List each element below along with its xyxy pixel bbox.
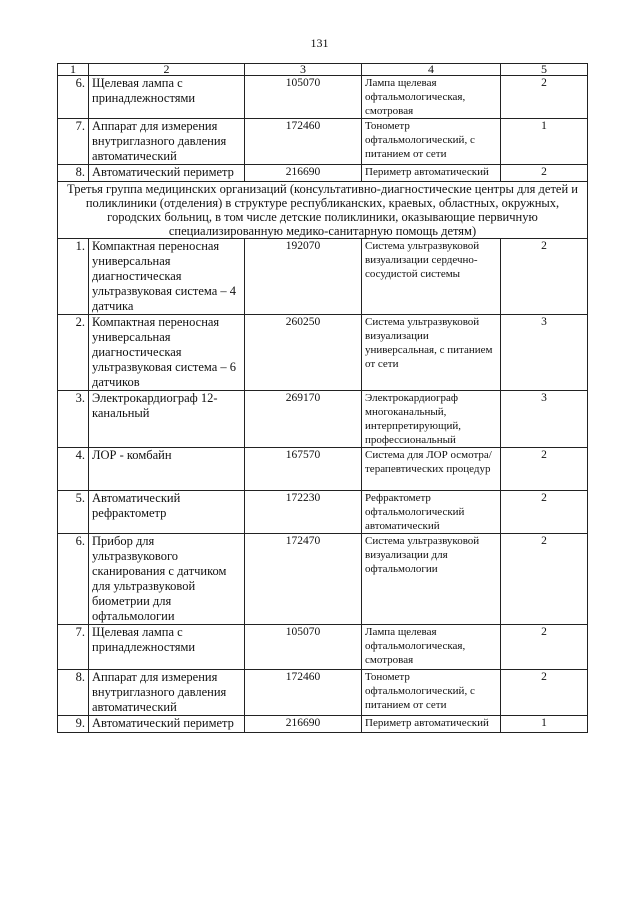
table-row bbox=[58, 76, 588, 119]
equipment-quantity: 2 bbox=[501, 625, 588, 670]
equipment-quantity: 1 bbox=[501, 119, 588, 165]
table-row bbox=[58, 165, 588, 182]
column-header: 1 bbox=[58, 64, 89, 76]
equipment-code: 105070 bbox=[245, 76, 362, 119]
equipment-type: Периметр автоматический bbox=[362, 165, 501, 182]
equipment-type: Электрокардиограф многоканальный, интерпретирующий, профессиональный bbox=[362, 391, 501, 448]
equipment-type: Система ультразвуковой визуализации для офтальмологии bbox=[362, 534, 501, 625]
table-row bbox=[58, 119, 588, 165]
equipment-code: 167570 bbox=[245, 448, 362, 491]
equipment-name: Прибор для ультразвукового сканирования с датчиком для ультразвуковой биометрии для офтальмологии bbox=[89, 534, 245, 625]
equipment-code: 269170 bbox=[245, 391, 362, 448]
equipment-name: Автоматический периметр bbox=[89, 165, 245, 182]
equipment-name: Электрокардиограф 12-канальный bbox=[89, 391, 245, 448]
equipment-quantity: 2 bbox=[501, 239, 588, 315]
equipment-code: 105070 bbox=[245, 625, 362, 670]
table-row bbox=[58, 534, 588, 625]
page-number: 131 bbox=[310, 36, 329, 50]
equipment-name: Автоматический рефрактометр bbox=[89, 491, 245, 534]
equipment-name: ЛОР - комбайн bbox=[89, 448, 245, 491]
equipment-type: Рефрактометр офтальмологический автоматический bbox=[362, 491, 501, 534]
equipment-code: 172470 bbox=[245, 534, 362, 625]
equipment-name: Щелевая лампа с принадлежностями bbox=[89, 76, 245, 119]
equipment-name: Компактная переносная универсальная диагностическая ультразвуковая система – 4 датчика bbox=[89, 239, 245, 315]
equipment-quantity: 2 bbox=[501, 534, 588, 625]
equipment-type: Система для ЛОР осмотра/терапевтических процедур bbox=[362, 448, 501, 491]
equipment-table bbox=[57, 63, 588, 733]
row-number: 7. bbox=[58, 119, 89, 165]
equipment-quantity: 2 bbox=[501, 165, 588, 182]
row-number: 6. bbox=[58, 76, 89, 119]
equipment-name: Аппарат для измерения внутриглазного давления автоматический bbox=[89, 119, 245, 165]
table-row bbox=[58, 716, 588, 733]
equipment-code: 216690 bbox=[245, 716, 362, 733]
equipment-quantity: 3 bbox=[501, 391, 588, 448]
equipment-code: 172460 bbox=[245, 119, 362, 165]
group-heading: Третья группа медицинских организаций (консультативно-диагностические центры для детей и поликлиники (отделения) в структуре республиканских, краевых, областных, окружных, городских больниц, в том числе детские поликлиники, оказывающие первичную специализированную медико-санитарную помощь детям) bbox=[58, 182, 588, 239]
equipment-quantity: 2 bbox=[501, 491, 588, 534]
equipment-type: Система ультразвуковой визуализации универсальная, с питанием от сети bbox=[362, 315, 501, 391]
table-row bbox=[58, 448, 588, 491]
column-number-row bbox=[58, 64, 588, 76]
row-number: 5. bbox=[58, 491, 89, 534]
column-header: 4 bbox=[362, 64, 501, 76]
equipment-name: Щелевая лампа с принадлежностями bbox=[89, 625, 245, 670]
row-number: 6. bbox=[58, 534, 89, 625]
table-row bbox=[58, 239, 588, 315]
equipment-quantity: 3 bbox=[501, 315, 588, 391]
row-number: 8. bbox=[58, 670, 89, 716]
equipment-type: Система ультразвуковой визуализации сердечно-сосудистой системы bbox=[362, 239, 501, 315]
equipment-name: Автоматический периметр bbox=[89, 716, 245, 733]
table-row bbox=[58, 670, 588, 716]
column-header: 5 bbox=[501, 64, 588, 76]
equipment-code: 192070 bbox=[245, 239, 362, 315]
equipment-quantity: 1 bbox=[501, 716, 588, 733]
equipment-code: 216690 bbox=[245, 165, 362, 182]
equipment-quantity: 2 bbox=[501, 76, 588, 119]
equipment-type: Лампа щелевая офтальмологическая, смотровая bbox=[362, 625, 501, 670]
equipment-name: Компактная переносная универсальная диагностическая ультразвуковая система – 6 датчиков bbox=[89, 315, 245, 391]
column-header: 3 bbox=[245, 64, 362, 76]
equipment-code: 260250 bbox=[245, 315, 362, 391]
table-row bbox=[58, 391, 588, 448]
row-number: 8. bbox=[58, 165, 89, 182]
equipment-code: 172460 bbox=[245, 670, 362, 716]
row-number: 2. bbox=[58, 315, 89, 391]
equipment-quantity: 2 bbox=[501, 670, 588, 716]
row-number: 1. bbox=[58, 239, 89, 315]
row-number: 3. bbox=[58, 391, 89, 448]
row-number: 4. bbox=[58, 448, 89, 491]
equipment-type: Периметр автоматический bbox=[362, 716, 501, 733]
table-row bbox=[58, 625, 588, 670]
equipment-name: Аппарат для измерения внутриглазного давления автоматический bbox=[89, 670, 245, 716]
equipment-code: 172230 bbox=[245, 491, 362, 534]
table-row bbox=[58, 491, 588, 534]
group-heading-row bbox=[58, 182, 588, 239]
row-number: 7. bbox=[58, 625, 89, 670]
column-header: 2 bbox=[89, 64, 245, 76]
equipment-type: Тонометр офтальмологический, с питанием от сети bbox=[362, 119, 501, 165]
equipment-type: Тонометр офтальмологический, с питанием от сети bbox=[362, 670, 501, 716]
equipment-type: Лампа щелевая офтальмологическая, смотровая bbox=[362, 76, 501, 119]
table-row bbox=[58, 315, 588, 391]
row-number: 9. bbox=[58, 716, 89, 733]
equipment-quantity: 2 bbox=[501, 448, 588, 491]
